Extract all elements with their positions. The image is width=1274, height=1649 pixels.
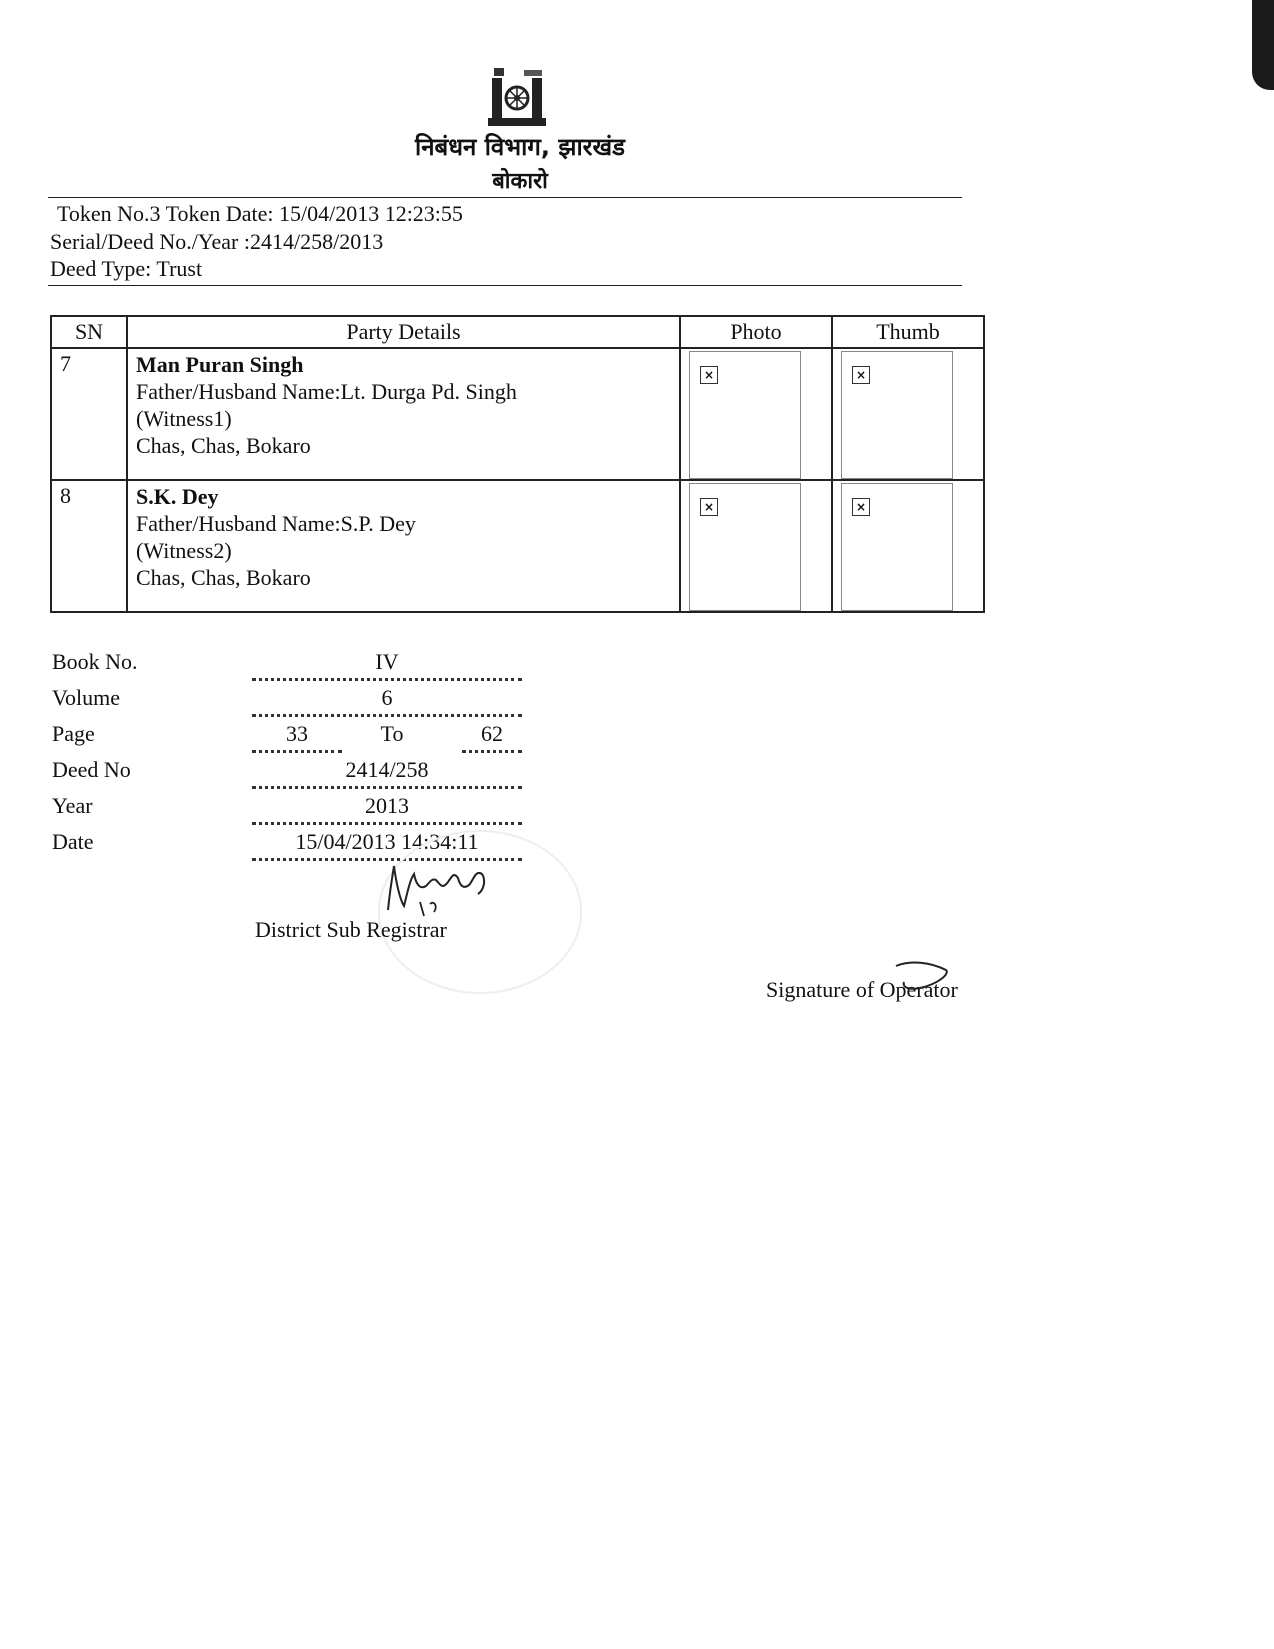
registrar-signature (380, 860, 500, 922)
party-name: Man Puran Singh (136, 352, 304, 377)
party-details-table (50, 315, 985, 613)
thumb-cell (832, 480, 984, 612)
row-sn: 7 (51, 348, 127, 480)
col-party-details: Party Details (127, 316, 680, 348)
book-no-value: IV (252, 648, 522, 681)
office-city: बोकारो (492, 169, 548, 194)
deed-no-value: 2414/258 (252, 756, 522, 789)
department-name: निबंधन विभाग, झारखंड (415, 133, 625, 161)
page-row (52, 720, 532, 756)
thumb-cell (832, 348, 984, 480)
photo-frame (689, 351, 801, 479)
broken-image-icon: × (700, 498, 718, 516)
year-label: Year (52, 793, 93, 818)
deed-no-label: Deed No (52, 757, 131, 782)
page-from-value: 33 (252, 720, 342, 753)
col-thumb: Thumb (832, 316, 984, 348)
year-value: 2013 (252, 792, 522, 825)
page-to-value: 62 (462, 720, 522, 753)
header-top-rule (48, 197, 962, 198)
registrar-label: District Sub Registrar (255, 917, 447, 942)
volume-value: 6 (252, 684, 522, 717)
table-row (51, 480, 984, 612)
book-no-row (52, 648, 532, 684)
scan-edge (1252, 0, 1274, 90)
date-label: Date (52, 829, 94, 854)
year-row (52, 792, 532, 828)
party-relation: Father/Husband Name:S.P. Dey (136, 511, 416, 536)
header-bottom-rule (48, 285, 962, 286)
broken-image-icon: × (700, 366, 718, 384)
deed-no-row (52, 756, 532, 792)
row-party-details (127, 480, 680, 612)
photo-cell (680, 480, 832, 612)
operator-signature (890, 958, 960, 1004)
photo-cell (680, 348, 832, 480)
serial-line: Serial/Deed No./Year :2414/258/2013 (50, 229, 384, 254)
party-role: (Witness1) (136, 406, 232, 431)
page-to-label: To (380, 721, 404, 746)
table-row (51, 348, 984, 480)
table-header-row (51, 316, 984, 348)
page-label: Page (52, 721, 95, 746)
row-party-details (127, 348, 680, 480)
deed-type-line: Deed Type: Trust (50, 256, 203, 281)
thumb-frame (841, 483, 953, 611)
photo-frame (689, 483, 801, 611)
book-no-label: Book No. (52, 649, 138, 674)
government-emblem-icon (484, 66, 550, 128)
party-relation: Father/Husband Name:Lt. Durga Pd. Singh (136, 379, 517, 404)
volume-label: Volume (52, 685, 121, 710)
volume-row (52, 684, 532, 720)
col-sn: SN (51, 316, 127, 348)
party-role: (Witness2) (136, 538, 232, 563)
date-value: 15/04/2013 14:34:11 (252, 828, 522, 861)
token-line: Token No.3 Token Date: 15/04/2013 12:23:55 (57, 201, 463, 226)
col-photo: Photo (680, 316, 832, 348)
party-name: S.K. Dey (136, 484, 219, 509)
broken-image-icon: × (852, 366, 870, 384)
thumb-frame (841, 351, 953, 479)
party-address: Chas, Chas, Bokaro (136, 433, 311, 458)
operator-signature-label: Signature of Operator (766, 977, 958, 1002)
party-address: Chas, Chas, Bokaro (136, 565, 311, 590)
broken-image-icon: × (852, 498, 870, 516)
row-sn: 8 (51, 480, 127, 612)
